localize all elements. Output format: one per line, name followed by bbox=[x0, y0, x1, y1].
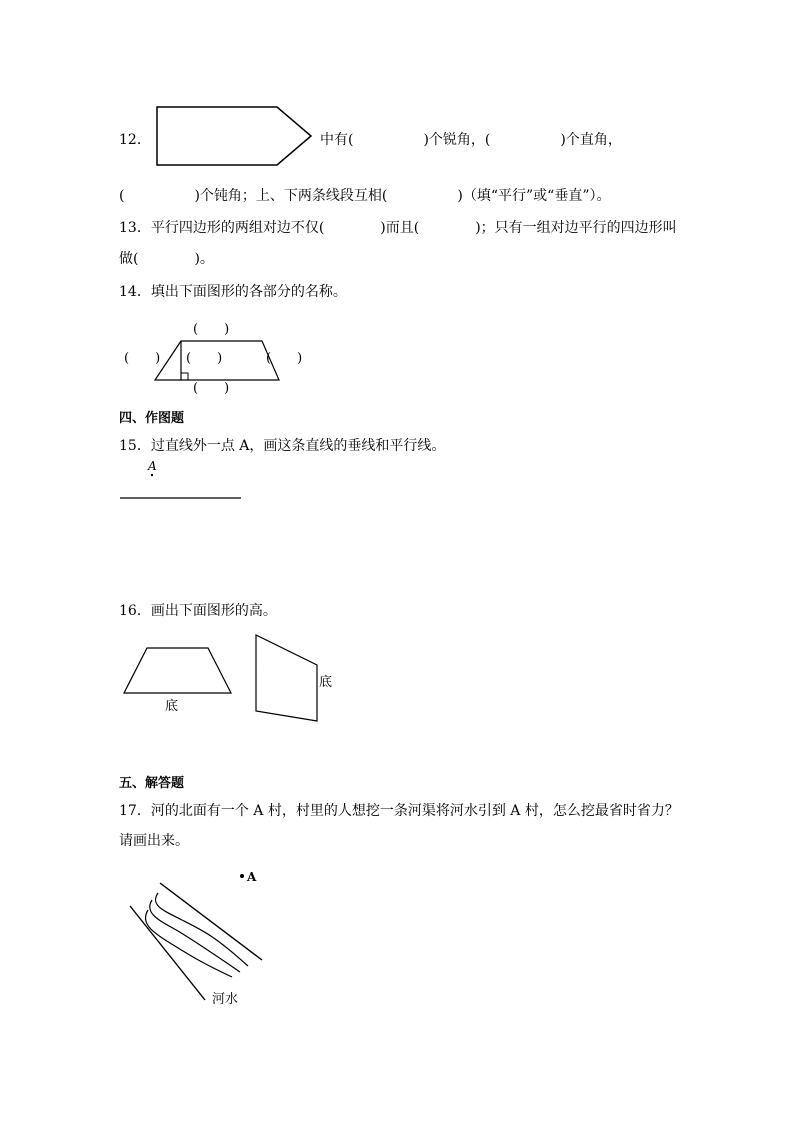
river-bank-upper bbox=[160, 883, 262, 960]
q15-point-label: A bbox=[148, 459, 157, 473]
river-wave-2 bbox=[150, 900, 240, 972]
q17-village-dot bbox=[240, 874, 244, 878]
q17-village-label: A bbox=[247, 870, 257, 884]
q17-line1: 17．河的北面有一个 A 村，村里的人想挖一条河渠将河水引到 A 村，怎么挖最省时省力？ bbox=[119, 803, 679, 819]
q15-text: 15．过直线外一点 A，画这条直线的垂线和平行线。 bbox=[119, 438, 446, 454]
section5-title: 五、解答题 bbox=[119, 776, 185, 791]
q14-label-bottom: ( ) bbox=[193, 381, 230, 396]
section4-title: 四、作图题 bbox=[119, 411, 185, 426]
q16-trapezoid-base-label: 底 bbox=[165, 699, 179, 714]
q12-line2: ( )个钝角；上、下两条线段互相( )（填“平行”或“垂直”）。 bbox=[119, 188, 611, 204]
q14-label-left: ( ) bbox=[124, 351, 161, 366]
q13-line1: 13．平行四边形的两组对边不仅( )而且( )；只有一组对边平行的四边形叫 bbox=[119, 220, 677, 236]
q14-label-top: ( ) bbox=[193, 322, 230, 337]
q14-text: 14．填出下面图形的各部分的名称。 bbox=[119, 284, 347, 300]
q12-line1: 中有( )个锐角，( )个直角， bbox=[320, 132, 622, 148]
q13-line2: 做( )。 bbox=[119, 251, 214, 267]
q16-parallelogram-base-label: 底 bbox=[319, 675, 333, 690]
q17-line2: 请画出来。 bbox=[119, 833, 189, 849]
q14-label-right: ( ) bbox=[266, 351, 303, 366]
q14-label-inner: ( ) bbox=[186, 351, 223, 366]
river-bank-lower bbox=[130, 906, 205, 1000]
q16-text: 16．画出下面图形的高。 bbox=[119, 603, 277, 619]
q12-number: 12． bbox=[119, 132, 151, 148]
q17-river-label: 河水 bbox=[212, 992, 239, 1007]
